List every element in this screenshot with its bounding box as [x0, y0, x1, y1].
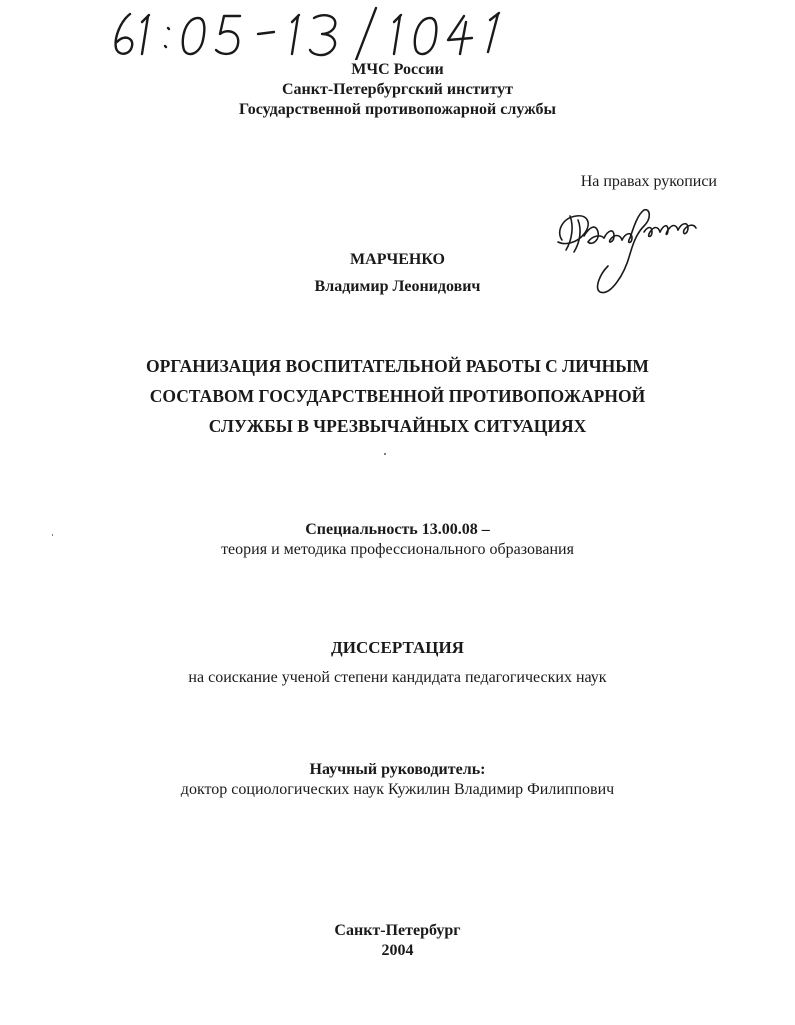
- manuscript-note: На правах рукописи: [580, 173, 717, 190]
- advisor-label: Научный руководитель:: [309, 761, 486, 778]
- archive-stamp-handwritten: [108, 4, 508, 60]
- institution-ministry: МЧС России: [351, 61, 444, 78]
- place: Санкт-Петербург: [334, 922, 461, 939]
- title-line: СЛУЖБЫ В ЧРЕЗВЫЧАЙНЫХ СИТУАЦИЯХ: [208, 416, 587, 436]
- scan-speck: [384, 453, 386, 455]
- author-given-names: Владимир Леонидович: [314, 278, 481, 295]
- year: 2004: [381, 942, 414, 959]
- specialty-label: Специальность 13.00.08 –: [305, 521, 490, 538]
- document-type: ДИССЕРТАЦИЯ: [331, 638, 464, 657]
- title-line: СОСТАВОМ ГОСУДАРСТВЕННОЙ ПРОТИВОПОЖАРНОЙ: [149, 386, 646, 406]
- title-line: ОРГАНИЗАЦИЯ ВОСПИТАТЕЛЬНОЙ РАБОТЫ С ЛИЧНЫМ: [146, 356, 649, 376]
- advisor-name: доктор социологических наук Кужилин Владимир Филиппович: [180, 781, 615, 798]
- institution-block: [0, 60, 795, 120]
- dissertation-title: [0, 351, 795, 441]
- institution-service: Государственной противопожарной службы: [238, 101, 557, 118]
- specialty-name: теория и методика профессионального образования: [221, 541, 574, 558]
- degree-statement: на соискание ученой степени кандидата педагогических наук: [188, 669, 607, 686]
- author-surname: МАРЧЕНКО: [350, 251, 445, 268]
- institution-name: Санкт-Петербургский институт: [281, 81, 514, 98]
